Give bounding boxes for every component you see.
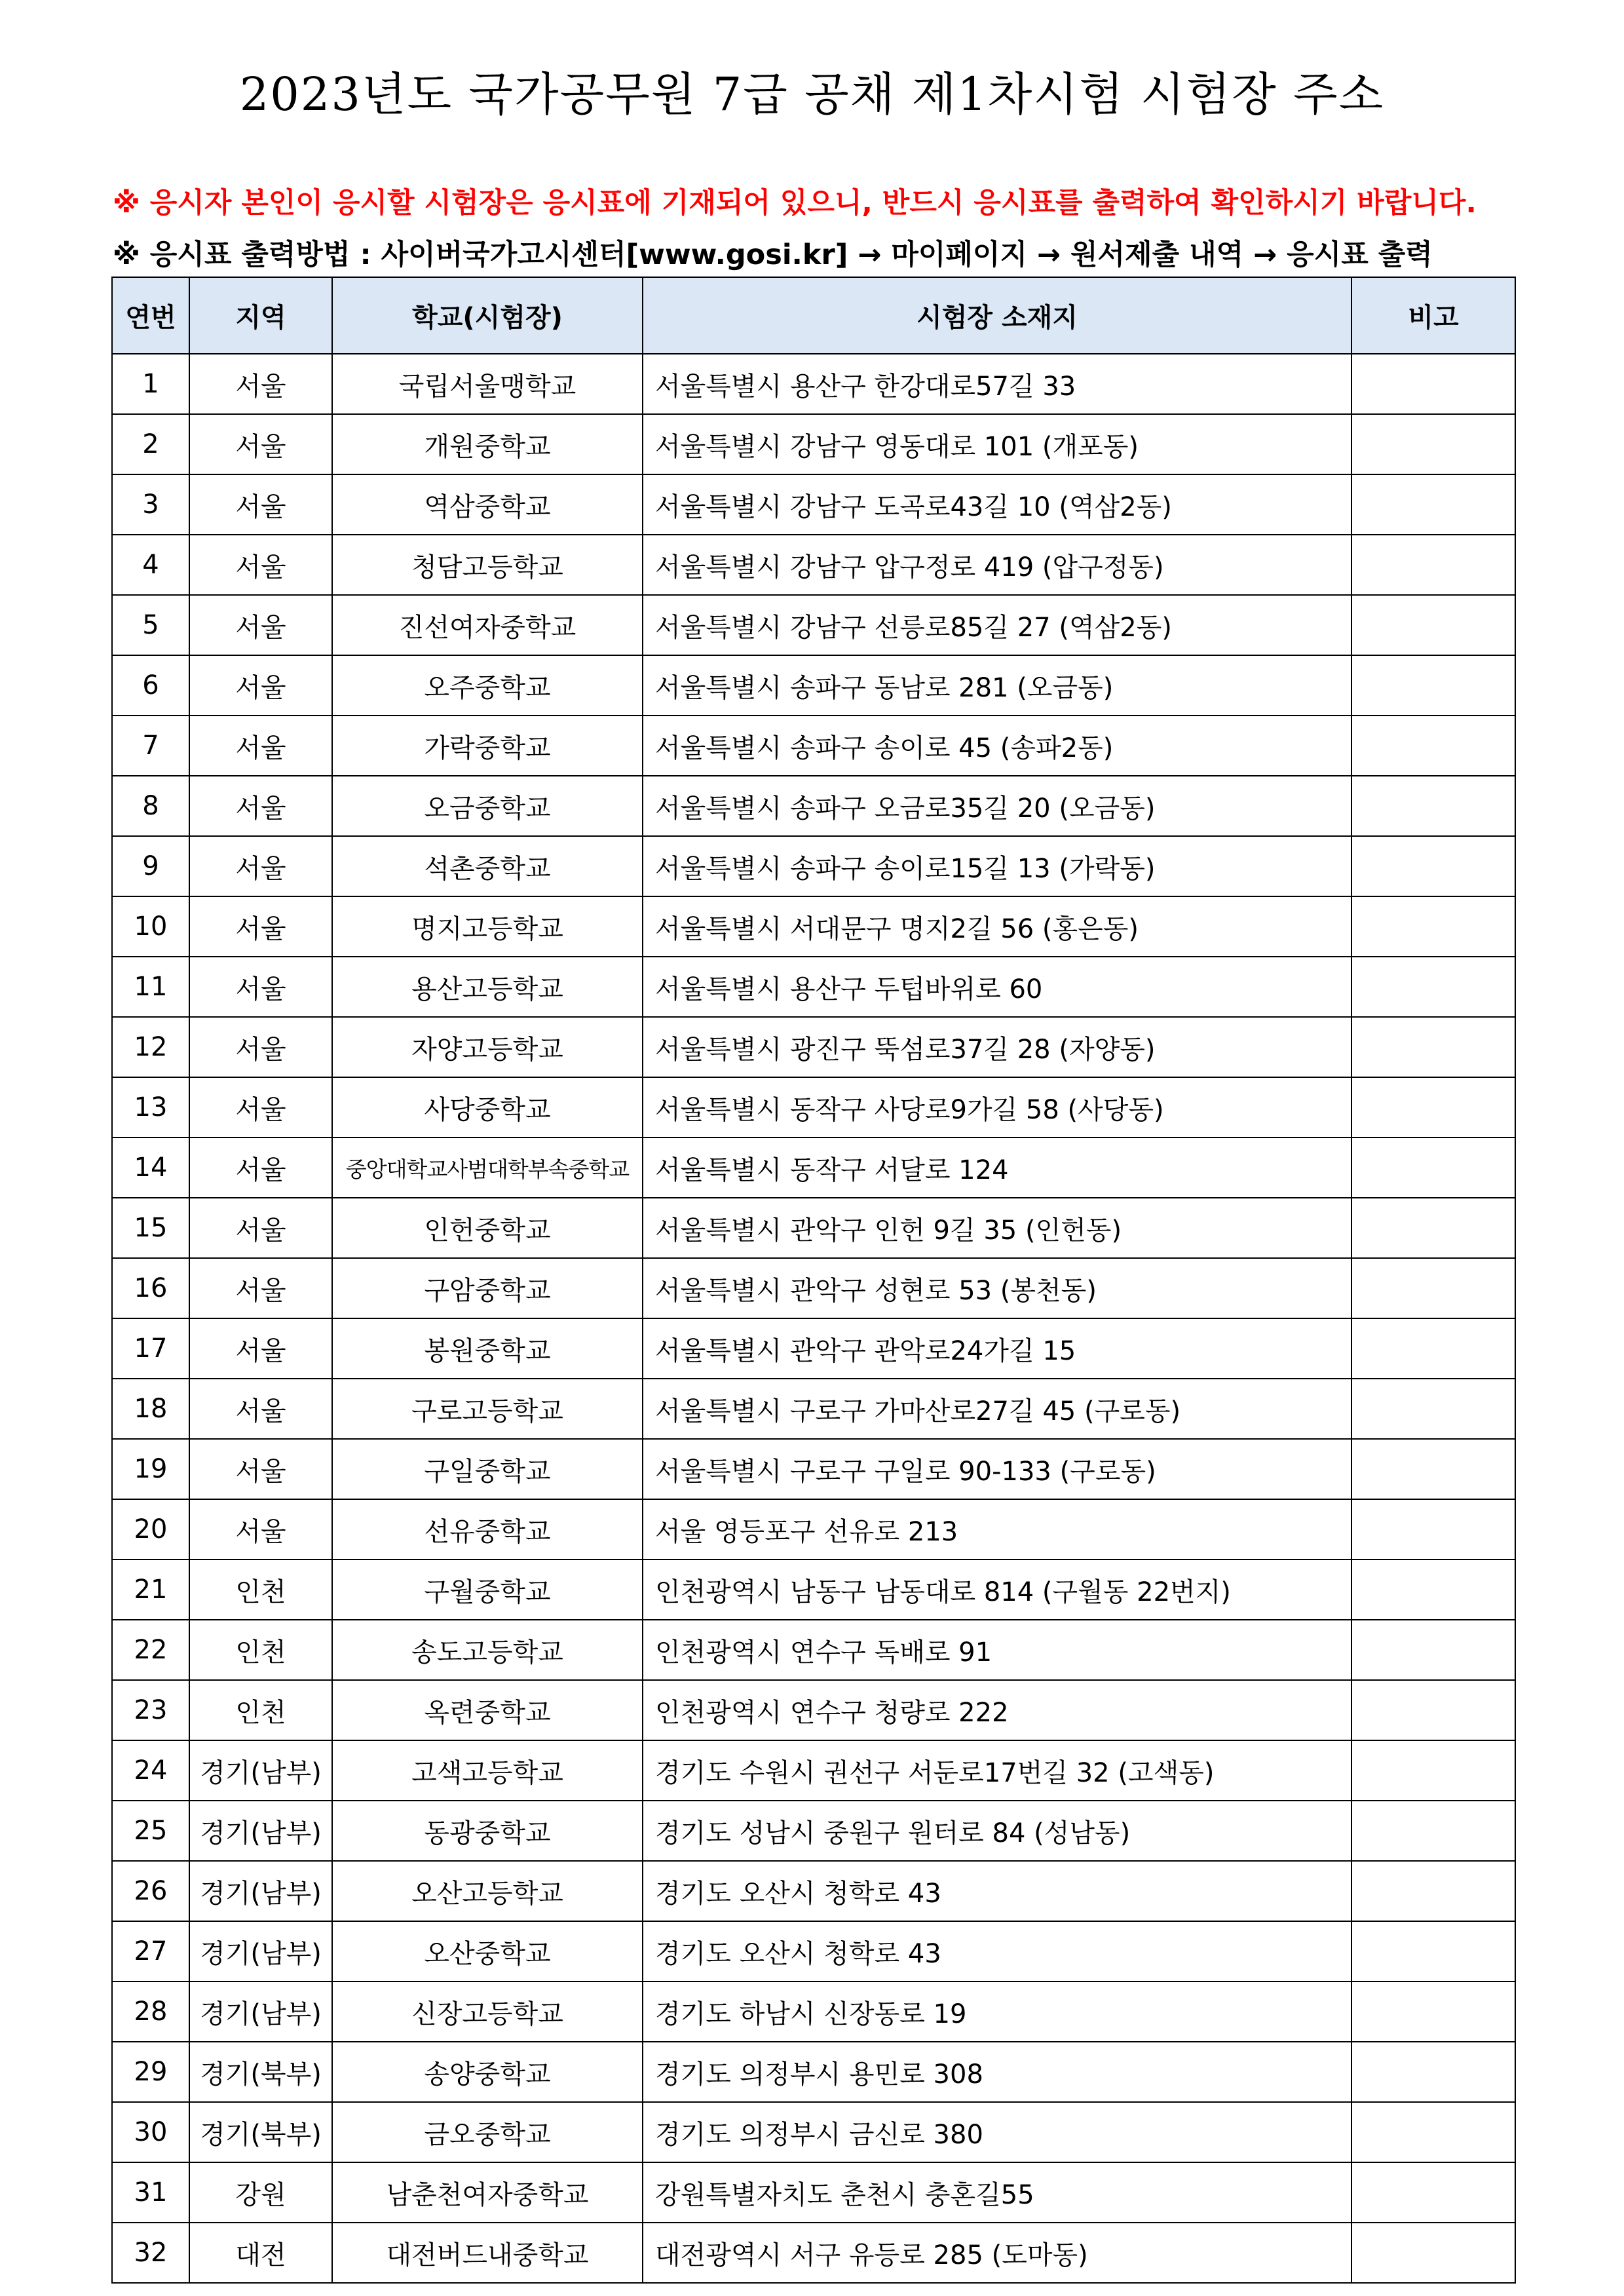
cell-note (1351, 535, 1515, 595)
table-row (112, 1198, 1515, 1258)
cell-region: 서울 (189, 836, 332, 896)
cell-note (1351, 1258, 1515, 1318)
cell-address: 서울특별시 관악구 관악로24가길 15 (643, 1318, 1351, 1379)
cell-no: 23 (112, 1680, 189, 1740)
cell-no: 18 (112, 1379, 189, 1439)
table-row (112, 474, 1515, 535)
cell-region: 인천 (189, 1620, 332, 1680)
cell-school: 사당중학교 (332, 1077, 643, 1138)
cell-school: 금오중학교 (332, 2102, 643, 2162)
cell-address: 서울특별시 관악구 인헌 9길 35 (인헌동) (643, 1198, 1351, 1258)
cell-address: 강원특별자치도 춘천시 충혼길55 (643, 2162, 1351, 2223)
cell-no: 30 (112, 2102, 189, 2162)
cell-address: 경기도 성남시 중원구 원터로 84 (성남동) (643, 1801, 1351, 1861)
cell-address: 인천광역시 연수구 독배로 91 (643, 1620, 1351, 1680)
cell-no: 26 (112, 1861, 189, 1921)
cell-address: 서울특별시 구로구 구일로 90-133 (구로동) (643, 1439, 1351, 1499)
table-row (112, 1258, 1515, 1318)
table-row (112, 1318, 1515, 1379)
cell-region: 경기(남부) (189, 1801, 332, 1861)
cell-school: 오산중학교 (332, 1921, 643, 1981)
table-row (112, 1138, 1515, 1198)
cell-address: 서울특별시 구로구 가마산로27길 45 (구로동) (643, 1379, 1351, 1439)
cell-no: 12 (112, 1017, 189, 1077)
cell-region: 경기(북부) (189, 2042, 332, 2102)
cell-note (1351, 474, 1515, 535)
cell-note (1351, 2102, 1515, 2162)
cell-note (1351, 1740, 1515, 1801)
cell-region: 서울 (189, 1198, 332, 1258)
cell-address: 경기도 하남시 신장동로 19 (643, 1981, 1351, 2042)
cell-region: 서울 (189, 474, 332, 535)
cell-region: 서울 (189, 354, 332, 414)
cell-school: 남춘천여자중학교 (332, 2162, 643, 2223)
cell-school: 개원중학교 (332, 414, 643, 474)
header-region: 지역 (189, 277, 332, 354)
table-row (112, 1680, 1515, 1740)
cell-note (1351, 1680, 1515, 1740)
cell-school: 인헌중학교 (332, 1198, 643, 1258)
cell-region: 서울 (189, 1379, 332, 1439)
cell-note (1351, 1921, 1515, 1981)
cell-school: 고색고등학교 (332, 1740, 643, 1801)
cell-note (1351, 1801, 1515, 1861)
cell-address: 서울특별시 용산구 한강대로57길 33 (643, 354, 1351, 414)
cell-note (1351, 1198, 1515, 1258)
table-row (112, 716, 1515, 776)
cell-address: 서울특별시 용산구 두텁바위로 60 (643, 957, 1351, 1017)
cell-school: 신장고등학교 (332, 1981, 643, 2042)
cell-region: 서울 (189, 1017, 332, 1077)
cell-region: 서울 (189, 716, 332, 776)
table-row (112, 1861, 1515, 1921)
table-row (112, 2162, 1515, 2223)
cell-address: 서울특별시 강남구 도곡로43길 10 (역삼2동) (643, 474, 1351, 535)
cell-address: 서울특별시 송파구 송이로 45 (송파2동) (643, 716, 1351, 776)
cell-no: 3 (112, 474, 189, 535)
table-row (112, 1981, 1515, 2042)
cell-region: 인천 (189, 1680, 332, 1740)
cell-school: 구월중학교 (332, 1559, 643, 1620)
cell-school: 역삼중학교 (332, 474, 643, 535)
cell-note (1351, 836, 1515, 896)
exam-site-table (111, 277, 1516, 2284)
table-row (112, 1559, 1515, 1620)
cell-school: 대전버드내중학교 (332, 2223, 643, 2283)
cell-note (1351, 1981, 1515, 2042)
table-row (112, 896, 1515, 957)
cell-no: 11 (112, 957, 189, 1017)
cell-school: 가락중학교 (332, 716, 643, 776)
cell-region: 서울 (189, 595, 332, 655)
cell-no: 13 (112, 1077, 189, 1138)
cell-address: 서울특별시 송파구 동남로 281 (오금동) (643, 655, 1351, 716)
cell-no: 8 (112, 776, 189, 836)
cell-address: 경기도 오산시 청학로 43 (643, 1921, 1351, 1981)
cell-no: 6 (112, 655, 189, 716)
cell-school: 송도고등학교 (332, 1620, 643, 1680)
cell-region: 경기(남부) (189, 1921, 332, 1981)
cell-no: 1 (112, 354, 189, 414)
table-row (112, 1017, 1515, 1077)
cell-note (1351, 1379, 1515, 1439)
cell-no: 16 (112, 1258, 189, 1318)
cell-address: 서울특별시 동작구 서달로 124 (643, 1138, 1351, 1198)
table-row (112, 1379, 1515, 1439)
cell-no: 19 (112, 1439, 189, 1499)
cell-school: 청담고등학교 (332, 535, 643, 595)
cell-note (1351, 2223, 1515, 2283)
cell-address: 서울특별시 강남구 영동대로 101 (개포동) (643, 414, 1351, 474)
cell-no: 15 (112, 1198, 189, 1258)
cell-note (1351, 595, 1515, 655)
table-row (112, 1921, 1515, 1981)
cell-school: 오주중학교 (332, 655, 643, 716)
table-row (112, 354, 1515, 414)
cell-note (1351, 1439, 1515, 1499)
cell-address: 서울특별시 강남구 압구정로 419 (압구정동) (643, 535, 1351, 595)
cell-address: 서울특별시 강남구 선릉로85길 27 (역삼2동) (643, 595, 1351, 655)
cell-no: 21 (112, 1559, 189, 1620)
table-row (112, 414, 1515, 474)
table-row (112, 776, 1515, 836)
table-row (112, 1740, 1515, 1801)
cell-region: 경기(북부) (189, 2102, 332, 2162)
cell-region: 서울 (189, 414, 332, 474)
cell-no: 9 (112, 836, 189, 896)
header-school: 학교(시험장) (332, 277, 643, 354)
table-row (112, 836, 1515, 896)
table-header-row (112, 277, 1515, 354)
cell-school: 구일중학교 (332, 1439, 643, 1499)
cell-school: 봉원중학교 (332, 1318, 643, 1379)
cell-address: 서울특별시 동작구 사당로9가길 58 (사당동) (643, 1077, 1351, 1138)
cell-address: 대전광역시 서구 유등로 285 (도마동) (643, 2223, 1351, 2283)
cell-note (1351, 1138, 1515, 1198)
table-row (112, 1499, 1515, 1559)
cell-region: 서울 (189, 1258, 332, 1318)
cell-no: 29 (112, 2042, 189, 2102)
cell-no: 22 (112, 1620, 189, 1680)
cell-school: 진선여자중학교 (332, 595, 643, 655)
cell-region: 경기(남부) (189, 1740, 332, 1801)
cell-no: 2 (112, 414, 189, 474)
cell-region: 서울 (189, 1318, 332, 1379)
cell-address: 서울 영등포구 선유로 213 (643, 1499, 1351, 1559)
cell-region: 서울 (189, 776, 332, 836)
cell-note (1351, 2042, 1515, 2102)
cell-note (1351, 896, 1515, 957)
cell-address: 경기도 오산시 청학로 43 (643, 1861, 1351, 1921)
cell-address: 서울특별시 관악구 성현로 53 (봉천동) (643, 1258, 1351, 1318)
cell-school: 구로고등학교 (332, 1379, 643, 1439)
table-row (112, 655, 1515, 716)
cell-region: 서울 (189, 896, 332, 957)
table-row (112, 1801, 1515, 1861)
cell-no: 4 (112, 535, 189, 595)
cell-school: 국립서울맹학교 (332, 354, 643, 414)
cell-address: 경기도 수원시 권선구 서둔로17번길 32 (고색동) (643, 1740, 1351, 1801)
cell-note (1351, 1499, 1515, 1559)
cell-no: 10 (112, 896, 189, 957)
table-row (112, 2223, 1515, 2283)
cell-note (1351, 354, 1515, 414)
cell-region: 서울 (189, 957, 332, 1017)
cell-address: 경기도 의정부시 금신로 380 (643, 2102, 1351, 2162)
cell-no: 27 (112, 1921, 189, 1981)
notice-red: ※ 응시자 본인이 응시할 시험장은 응시표에 기재되어 있으니, 반드시 응시표를 출력하여 확인하시기 바랍니다. (113, 187, 1477, 220)
cell-note (1351, 1077, 1515, 1138)
cell-no: 24 (112, 1740, 189, 1801)
cell-region: 인천 (189, 1559, 332, 1620)
table-row (112, 1439, 1515, 1499)
cell-no: 20 (112, 1499, 189, 1559)
cell-address: 서울특별시 송파구 송이로15길 13 (가락동) (643, 836, 1351, 896)
cell-region: 서울 (189, 1077, 332, 1138)
table-row (112, 2042, 1515, 2102)
cell-region: 대전 (189, 2223, 332, 2283)
cell-school: 동광중학교 (332, 1801, 643, 1861)
page-title: 2023년도 국가공무원 7급 공채 제1차시험 시험장 주소 (239, 67, 1385, 121)
cell-no: 25 (112, 1801, 189, 1861)
cell-no: 5 (112, 595, 189, 655)
cell-note (1351, 1559, 1515, 1620)
cell-note (1351, 776, 1515, 836)
cell-school: 자양고등학교 (332, 1017, 643, 1077)
cell-school: 선유중학교 (332, 1499, 643, 1559)
header-address: 시험장 소재지 (643, 277, 1351, 354)
cell-note (1351, 716, 1515, 776)
cell-note (1351, 957, 1515, 1017)
cell-address: 서울특별시 서대문구 명지2길 56 (홍은동) (643, 896, 1351, 957)
cell-school: 석촌중학교 (332, 836, 643, 896)
cell-address: 서울특별시 송파구 오금로35길 20 (오금동) (643, 776, 1351, 836)
header-no: 연번 (112, 277, 189, 354)
cell-school: 중앙대학교사범대학부속중학교 (332, 1138, 643, 1198)
cell-note (1351, 1318, 1515, 1379)
cell-address: 인천광역시 남동구 남동대로 814 (구월동 22번지) (643, 1559, 1351, 1620)
cell-no: 32 (112, 2223, 189, 2283)
cell-note (1351, 1620, 1515, 1680)
cell-address: 경기도 의정부시 용민로 308 (643, 2042, 1351, 2102)
cell-no: 7 (112, 716, 189, 776)
cell-region: 서울 (189, 535, 332, 595)
table-row (112, 1077, 1515, 1138)
table-row (112, 1620, 1515, 1680)
cell-school: 오금중학교 (332, 776, 643, 836)
cell-school: 용산고등학교 (332, 957, 643, 1017)
cell-no: 28 (112, 1981, 189, 2042)
table-row (112, 2102, 1515, 2162)
notice-print-method: ※ 응시표 출력방법 : 사이버국가고시센터[www.gosi.kr] → 마이페이지 → 원서제출 내역 → 응시표 출력 (113, 239, 1433, 271)
table-row (112, 957, 1515, 1017)
cell-school: 구암중학교 (332, 1258, 643, 1318)
cell-address: 서울특별시 광진구 뚝섬로37길 28 (자양동) (643, 1017, 1351, 1077)
cell-note (1351, 655, 1515, 716)
cell-note (1351, 1861, 1515, 1921)
cell-region: 서울 (189, 1499, 332, 1559)
table-row (112, 535, 1515, 595)
cell-no: 31 (112, 2162, 189, 2223)
cell-school: 명지고등학교 (332, 896, 643, 957)
cell-address: 인천광역시 연수구 청량로 222 (643, 1680, 1351, 1740)
table-row (112, 595, 1515, 655)
cell-note (1351, 2162, 1515, 2223)
cell-region: 경기(남부) (189, 1981, 332, 2042)
cell-region: 경기(남부) (189, 1861, 332, 1921)
cell-no: 14 (112, 1138, 189, 1198)
header-note: 비고 (1351, 277, 1515, 354)
cell-school: 송양중학교 (332, 2042, 643, 2102)
cell-region: 강원 (189, 2162, 332, 2223)
cell-region: 서울 (189, 1138, 332, 1198)
cell-region: 서울 (189, 655, 332, 716)
table-body (112, 354, 1515, 2283)
cell-region: 서울 (189, 1439, 332, 1499)
cell-school: 오산고등학교 (332, 1861, 643, 1921)
cell-no: 17 (112, 1318, 189, 1379)
cell-note (1351, 414, 1515, 474)
cell-school: 옥련중학교 (332, 1680, 643, 1740)
cell-note (1351, 1017, 1515, 1077)
